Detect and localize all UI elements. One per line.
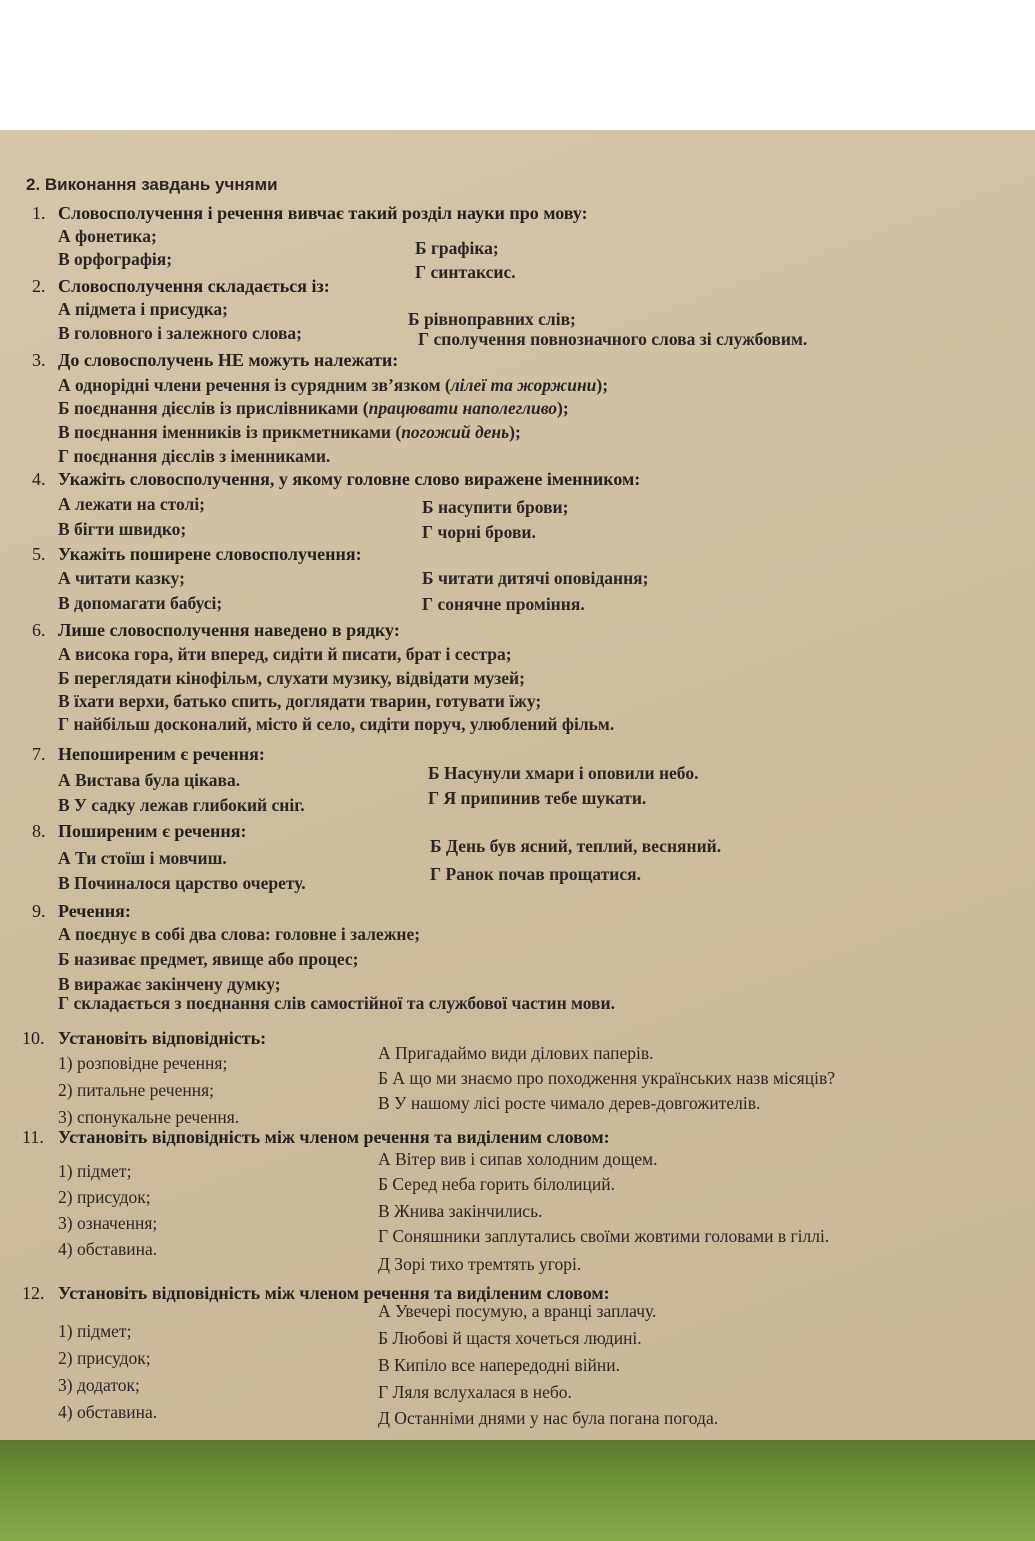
option: А лежати на столі; [58,494,206,514]
question-number: 12. [22,1283,45,1303]
option: В У садку лежав глибокий сніг. [58,795,305,815]
option: Г поєднання дієслів з іменниками. [58,446,331,466]
question-1 [32,202,588,224]
match-left-item: 2) питальне речення; [58,1080,214,1100]
option: Б переглядати кінофільм, слухати музику, відвідати музей; [58,668,525,688]
match-right-item: Д Останніми днями у нас була погана погода. [378,1408,719,1428]
question-number: 2. [32,276,46,296]
option: А поєднує в собі два слова: головне і залежне; [58,924,421,944]
question-5 [32,543,362,565]
question-number: 6. [32,620,46,640]
option: Г найбільш досконалий, місто й село, сидіти поруч, улюблений фільм. [58,714,615,734]
option: Б поєднання дієслів із прислівниками (працювати наполегливо); [58,398,569,418]
question-2 [32,275,330,297]
option: Г Ранок почав прощатися. [430,864,641,884]
question-6 [32,619,400,641]
option: В поєднання іменників із прикметниками (погожий день); [58,422,521,442]
option: Б рівноправних слів; [408,309,576,329]
question-number: 5. [32,544,46,564]
option: В бігти швидко; [58,519,187,539]
question-stem: Установіть відповідність між членом речення та виділеним словом: [58,1127,610,1147]
option: Г синтаксис. [415,262,516,282]
option: Б називає предмет, явище або процес; [58,949,359,969]
question-stem: Непоширеним є речення: [58,744,265,764]
match-right-item: В Жнива закінчились. [378,1201,543,1221]
textbook-page [0,130,1035,1445]
match-right-item: Б А що ми знаємо про походження українських назв місяців? [378,1068,835,1088]
question-stem: Установіть відповідність: [58,1028,267,1048]
question-stem: Укажіть поширене словосполучення: [58,544,362,564]
question-10 [22,1027,266,1049]
option: Б графіка; [415,238,499,258]
option: А Ти стоїш і мовчиш. [58,848,227,868]
question-number: 8. [32,821,46,841]
desk-surface [0,1440,1035,1541]
match-right-item: Д Зорі тихо тремтять угорі. [378,1254,582,1274]
option: В Починалося царство очерету. [58,873,306,893]
question-stem: Словосполучення і речення вивчає такий розділ науки про мову: [58,203,588,223]
question-stem: Речення: [58,901,131,921]
option: А читати казку; [58,568,185,588]
option: Г сполучення повнозначного слова зі службовим. [418,329,808,349]
question-stem: Поширеним є речення: [58,821,247,841]
match-right-item: Г Ляля вслухалася в небо. [378,1382,572,1402]
match-right-item: А Увечері посумую, а вранці заплачу. [378,1301,657,1321]
match-right-item: В Кипіло все напередодні війни. [378,1355,621,1375]
question-number: 7. [32,744,46,764]
option: Г складається з поєднання слів самостійної та службової частин мови. [58,993,615,1013]
question-11 [22,1126,610,1148]
question-stem: Лише словосполучення наведено в рядку: [58,620,400,640]
match-left-item: 3) додаток; [58,1375,140,1395]
match-left-item: 1) підмет; [58,1161,132,1181]
question-stem: Установіть відповідність між членом речення та виділеним словом: [58,1283,610,1303]
match-left-item: 3) спонукальне речення. [58,1107,240,1127]
match-left-item: 4) обставина. [58,1402,158,1422]
option: В їхати верхи, батько спить, доглядати тварин, готувати їжу; [58,691,542,711]
option: А Вистава була цікава. [58,770,241,790]
question-number: 4. [32,469,46,489]
option: Г чорні брови. [422,522,536,542]
option: А фонетика; [58,226,157,246]
option: Г сонячне проміння. [422,594,585,614]
match-right-item: Г Соняшники заплутались своїми жовтими головами в гіллі. [378,1226,830,1246]
match-left-item: 4) обставина. [58,1239,158,1259]
question-number: 3. [32,350,46,370]
question-stem: Укажіть словосполучення, у якому головне слово виражене іменником: [58,469,641,489]
option: А однорідні члени речення із сурядним зв’язком (лілеї та жоржини); [58,375,609,395]
question-stem: До словосполучень НЕ можуть належати: [58,350,399,370]
match-left-item: 2) присудок; [58,1187,151,1207]
match-right-item: А Пригадаймо види ділових паперів. [378,1043,654,1063]
question-8 [32,820,247,842]
option: А висока гора, йти вперед, сидіти й писати, брат і сестра; [58,644,512,664]
option: В виражає закінчену думку; [58,974,281,994]
option: Б насупити брови; [422,497,569,517]
option: А підмета і присудка; [58,299,229,319]
match-left-item: 1) підмет; [58,1321,132,1341]
option: Б Насунули хмари і оповили небо. [428,763,699,783]
section-title: 2. Виконання завдань учнями [26,175,278,194]
match-left-item: 1) розповідне речення; [58,1053,228,1073]
option: В орфографія; [58,249,173,269]
question-3 [32,349,398,371]
option: В допомагати бабусі; [58,593,223,613]
match-right-item: В У нашому лісі росте чимало дерев-довгожителів. [378,1093,761,1113]
option: Г Я припинив тебе шукати. [428,788,647,808]
question-number: 10. [22,1028,45,1048]
match-right-item: Б Серед неба горить білолиций. [378,1174,616,1194]
question-9 [32,900,131,922]
question-stem: Словосполучення складається із: [58,276,330,296]
match-left-item: 3) означення; [58,1213,158,1233]
question-number: 11. [22,1127,44,1147]
match-left-item: 2) присудок; [58,1348,151,1368]
option: В головного і залежного слова; [58,323,302,343]
question-4 [32,468,640,490]
match-right-item: Б Любові й щастя хочеться людині. [378,1328,642,1348]
question-number: 1. [32,203,46,223]
question-number: 9. [32,901,46,921]
option: Б День був ясний, теплий, весняний. [430,836,722,856]
option: Б читати дитячі оповідання; [422,568,649,588]
match-right-item: А Вітер вив і сипав холодним дощем. [378,1149,658,1169]
question-7 [32,743,265,765]
